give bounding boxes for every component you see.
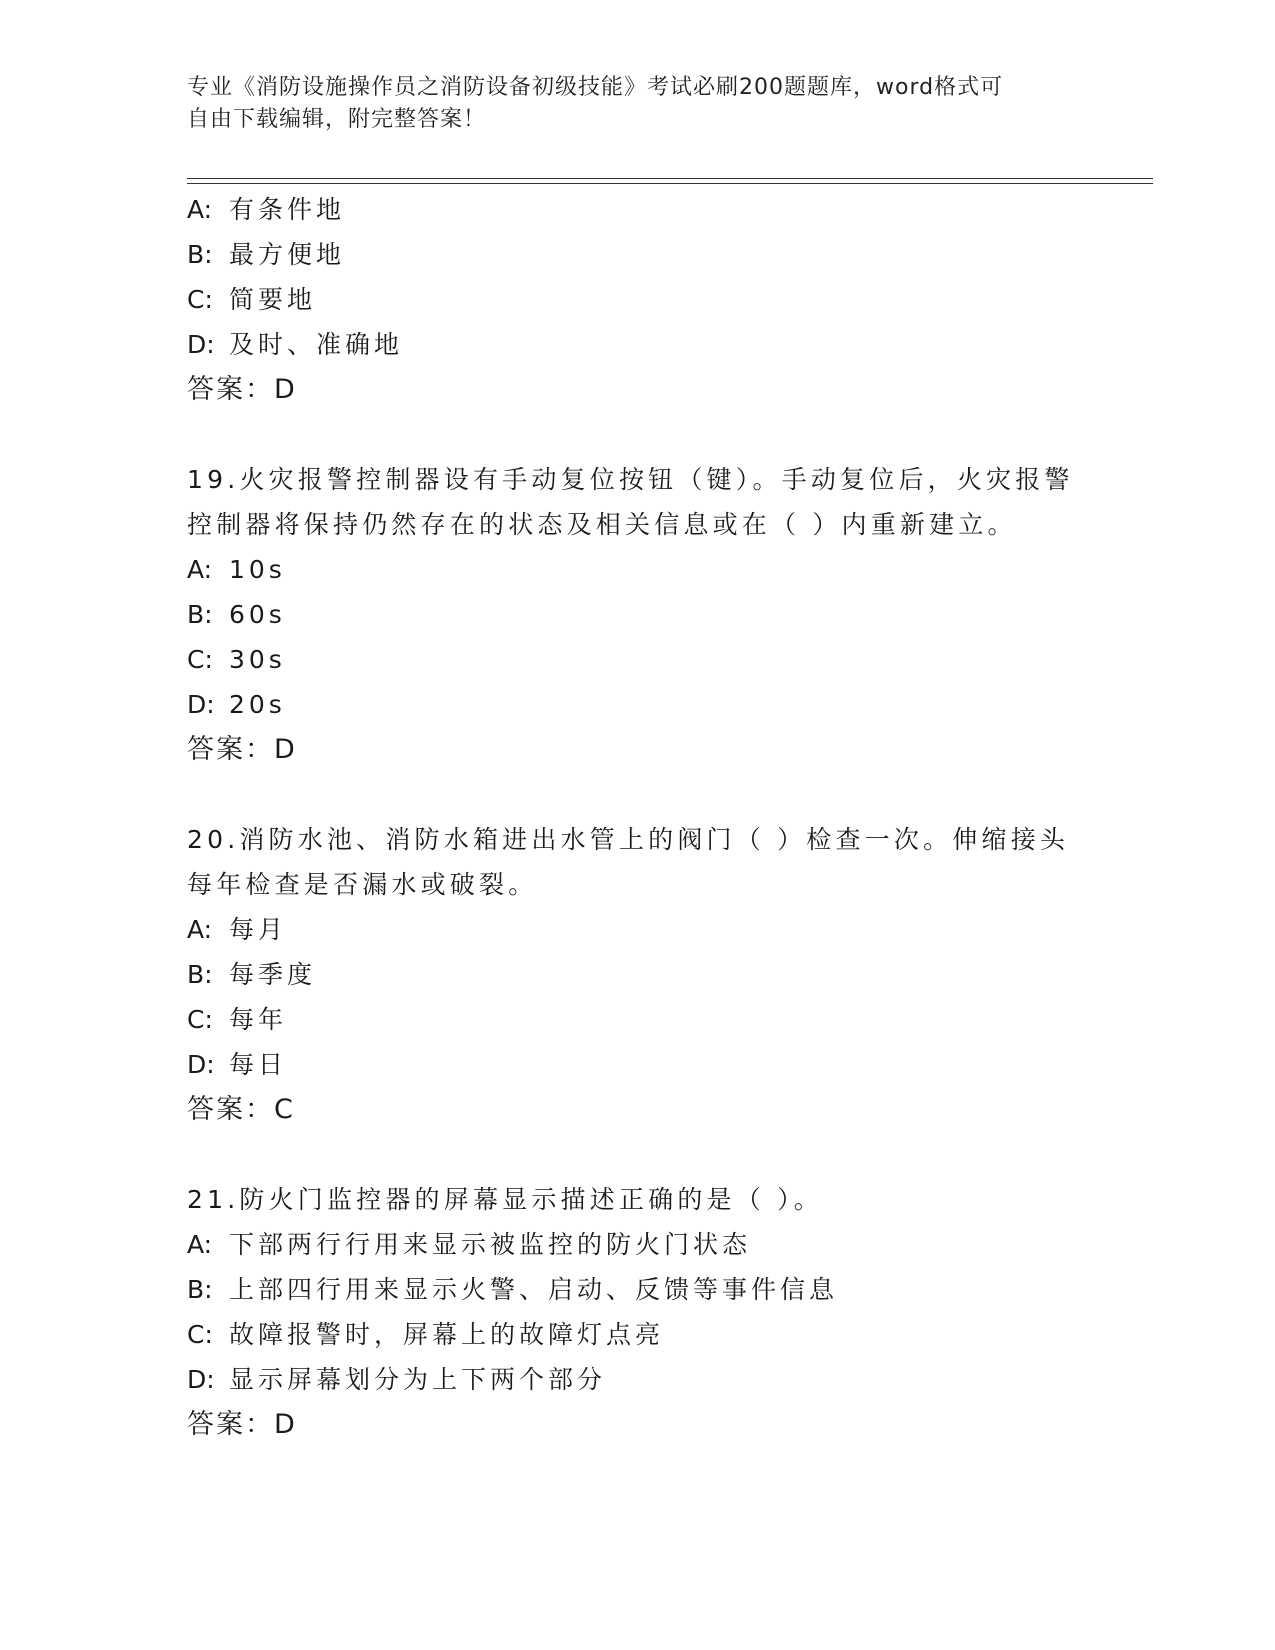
q21-option-c bbox=[187, 1319, 664, 1351]
q19-answer bbox=[187, 734, 296, 766]
q20-text-line-1: 20.消防水池、消防水箱进出水管上的阀门（ ）检查一次。伸缩接头 bbox=[187, 825, 1070, 854]
header-line-2: 自由下载编辑，附完整答案！ bbox=[187, 107, 487, 132]
option-text: 每季度 bbox=[229, 960, 317, 989]
option-letter: B: bbox=[187, 960, 213, 989]
answer-label: 答案： bbox=[187, 1094, 274, 1125]
header-rule-bottom bbox=[187, 183, 1153, 184]
header-line-1: 专业《消防设施操作员之消防设备初级技能》考试必刷200题题库，word格式可 bbox=[187, 75, 1004, 100]
q20-option-c bbox=[187, 1004, 287, 1036]
q18-answer bbox=[187, 374, 296, 406]
option-letter: C: bbox=[187, 1320, 213, 1349]
answer-label: 答案： bbox=[187, 374, 274, 405]
q21-option-d bbox=[187, 1364, 606, 1396]
option-text: 上部四行用来显示火警、启动、反馈等事件信息 bbox=[229, 1275, 839, 1304]
option-text: 10s bbox=[229, 555, 286, 584]
answer-value: D bbox=[274, 374, 296, 405]
q18-option-b bbox=[187, 239, 345, 271]
document-header bbox=[187, 72, 1067, 136]
q20-option-d bbox=[187, 1049, 287, 1081]
q21-option-b bbox=[187, 1274, 838, 1306]
option-text: 简要地 bbox=[229, 285, 317, 314]
q18-option-d bbox=[187, 329, 403, 361]
option-letter: D: bbox=[187, 1050, 215, 1079]
q19-option-d bbox=[187, 689, 286, 721]
answer-label: 答案： bbox=[187, 1409, 274, 1440]
q20-option-b bbox=[187, 959, 316, 991]
answer-label: 答案： bbox=[187, 734, 274, 765]
option-text: 每日 bbox=[229, 1050, 288, 1079]
option-text: 最方便地 bbox=[229, 240, 346, 269]
option-letter: A: bbox=[187, 1230, 213, 1259]
option-text: 20s bbox=[229, 690, 286, 719]
q19-option-b bbox=[187, 599, 286, 631]
header-rule-top bbox=[187, 178, 1153, 179]
option-letter: D: bbox=[187, 1365, 215, 1394]
answer-value: D bbox=[274, 1409, 296, 1440]
option-text: 有条件地 bbox=[229, 195, 346, 224]
q19-option-a bbox=[187, 554, 286, 586]
option-letter: C: bbox=[187, 1005, 213, 1034]
option-text: 每月 bbox=[229, 915, 288, 944]
option-letter: B: bbox=[187, 1275, 213, 1304]
option-text: 60s bbox=[229, 600, 286, 629]
q19-text-line-1: 19.火灾报警控制器设有手动复位按钮（键）。手动复位后，火灾报警 bbox=[187, 465, 1074, 494]
option-letter: B: bbox=[187, 600, 213, 629]
option-text: 30s bbox=[229, 645, 286, 674]
q20-answer bbox=[187, 1094, 294, 1126]
q21-option-a bbox=[187, 1229, 751, 1261]
q18-option-a bbox=[187, 194, 345, 226]
q20-option-a bbox=[187, 914, 287, 946]
answer-value: C bbox=[274, 1094, 294, 1125]
q19-text-line-2: 控制器将保持仍然存在的状态及相关信息或在（ ）内重新建立。 bbox=[187, 510, 1017, 539]
option-letter: A: bbox=[187, 915, 213, 944]
option-letter: D: bbox=[187, 330, 215, 359]
option-letter: A: bbox=[187, 195, 213, 224]
option-text: 每年 bbox=[229, 1005, 288, 1034]
q20-text-line-2: 每年检查是否漏水或破裂。 bbox=[187, 870, 538, 899]
answer-value: D bbox=[274, 734, 296, 765]
option-text: 下部两行行用来显示被监控的防火门状态 bbox=[229, 1230, 752, 1259]
q18-option-c bbox=[187, 284, 316, 316]
option-text: 及时、准确地 bbox=[229, 330, 404, 359]
option-letter: C: bbox=[187, 285, 213, 314]
q19-option-c bbox=[187, 644, 286, 676]
option-letter: B: bbox=[187, 240, 213, 269]
option-text: 显示屏幕划分为上下两个部分 bbox=[229, 1365, 607, 1394]
q21-answer bbox=[187, 1409, 296, 1441]
option-letter: D: bbox=[187, 690, 215, 719]
option-letter: A: bbox=[187, 555, 213, 584]
q21-text-line-1: 21.防火门监控器的屏幕显示描述正确的是（ ）。 bbox=[187, 1185, 824, 1214]
option-letter: C: bbox=[187, 645, 213, 674]
option-text: 故障报警时，屏幕上的故障灯点亮 bbox=[229, 1320, 665, 1349]
